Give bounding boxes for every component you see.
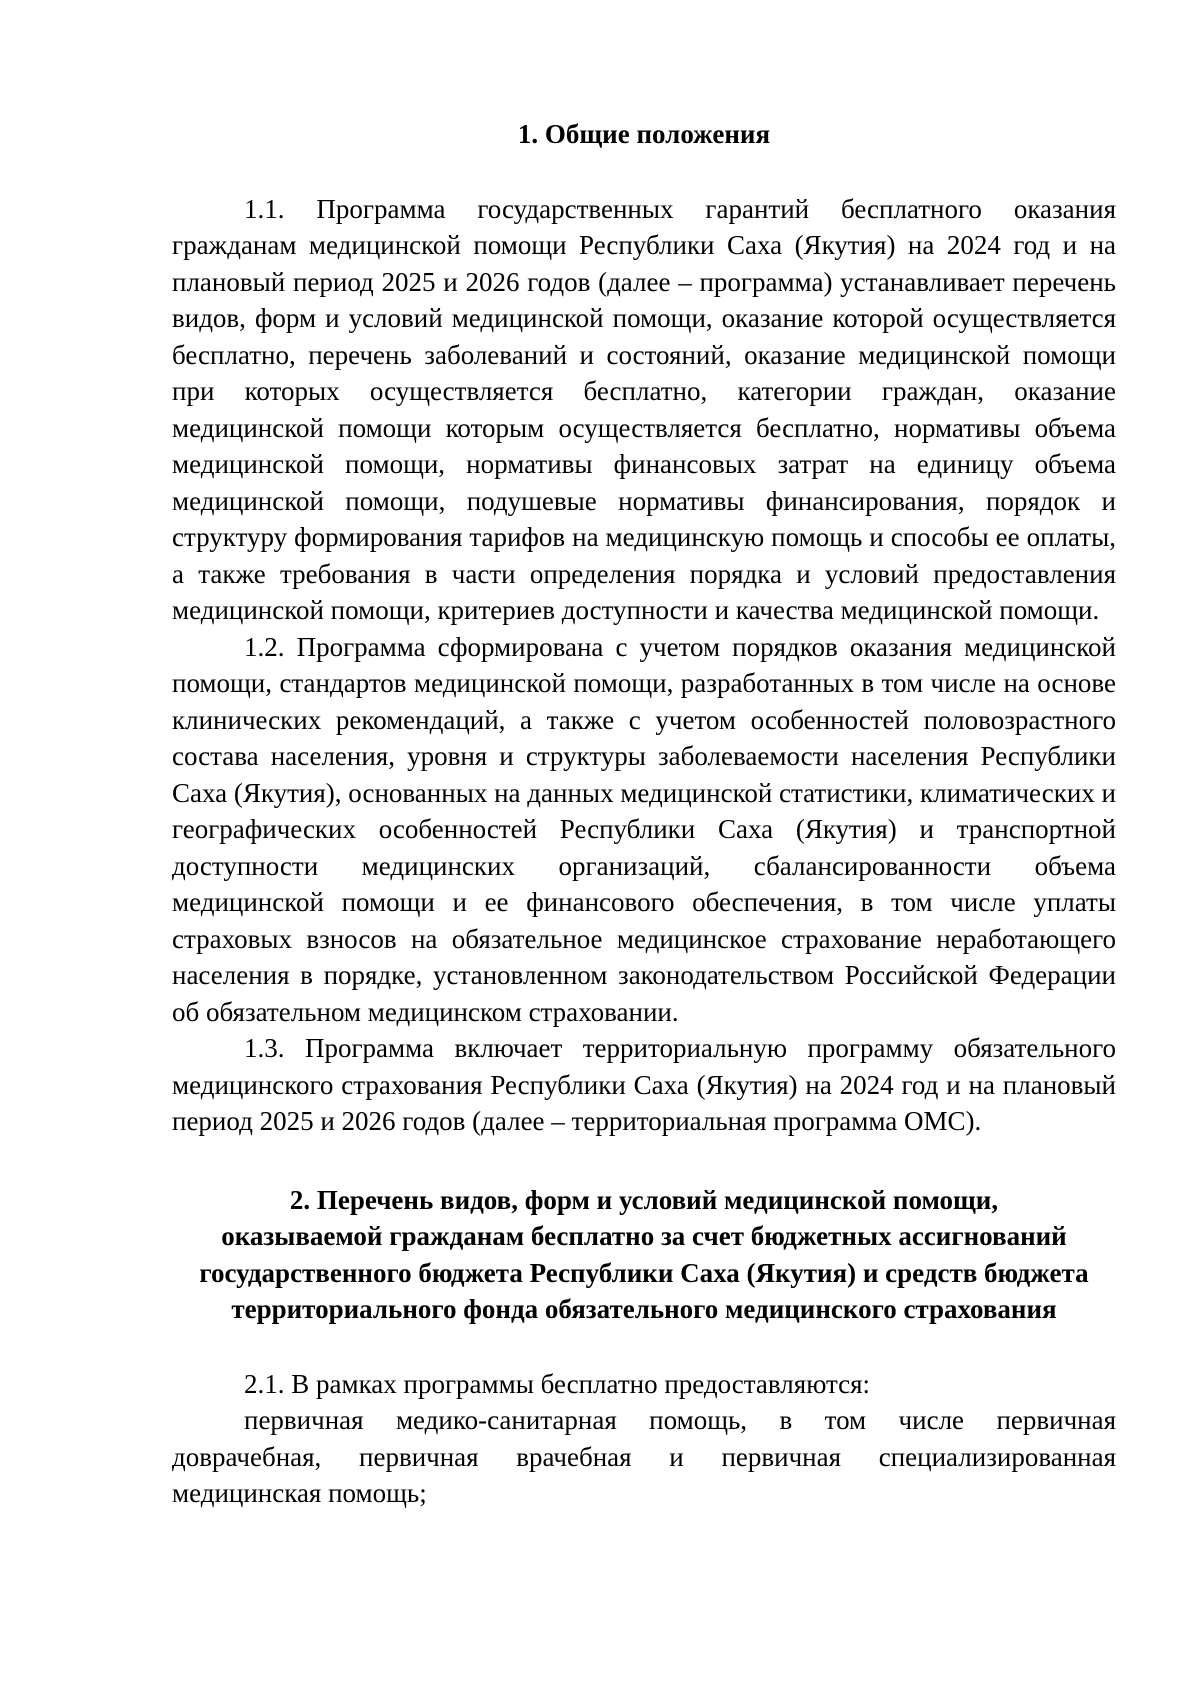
- section-2-heading-line: государственного бюджета Республики Саха (Якутия) и средств бюджета: [199, 1257, 1089, 1288]
- section-2-heading-line: оказываемой гражданам бесплатно за счет бюджетных ассигнований: [221, 1221, 1067, 1251]
- section-2-heading-line: территориального фонда обязательного медицинского страхования: [231, 1294, 1057, 1324]
- section-2-heading-line: 2. Перечень видов, форм и условий медицинской помощи,: [289, 1184, 999, 1215]
- section-2-heading: [172, 1182, 1116, 1328]
- paragraph-1-2: 1.2. Программа сформирована с учетом порядков оказания медицинской помощи, стандартов медицинской помощи, разработанных в том числе на основе клинических рекомендаций, а также с учетом особенностей половозрастного состава населения, уровня и структуры заболеваемости населения Республики Саха (Якутия), основанных на данных медицинской статистики, климатических и географических особенностей Республики Саха (Якутия) и транспортной доступности медицинских организаций, сбалансированности объема медицинской помощи и ее финансового обеспечения, в том числе уплаты страховых взносов на обязательное медицинское страхование неработающего населения в порядке, установленном законодательством Российской Федерации об обязательном медицинском страховании.: [172, 631, 1116, 1027]
- paragraph-2-1: 2.1. В рамках программы бесплатно предоставляются:: [244, 1368, 871, 1399]
- paragraph-1-1: 1.1. Программа государственных гарантий бесплатного оказания гражданам медицинской помощи Республики Саха (Якутия) на 2024 год и на плановый период 2025 и 2026 годов (далее – программа) устанавливает перечень видов, форм и условий медицинской помощи, оказание которой осуществляется бесплатно, перечень заболеваний и состояний, оказание медицинской помощи при которых осуществляется бесплатно, категории граждан, оказание медицинской помощи которым осуществляется бесплатно, нормативы объема медицинской помощи, нормативы финансовых затрат на единицу объема медицинской помощи, подушевые нормативы финансирования, порядок и структуру формирования тарифов на медицинскую помощь и способы ее оплаты, а также требования в части определения порядка и условий предоставления медицинской помощи, критериев доступности и качества медицинской помощи.: [172, 193, 1116, 625]
- paragraph-1-3: 1.3. Программа включает территориальную программу обязательного медицинского страхования Республики Саха (Якутия) на 2024 год и на плановый период 2025 и 2026 годов (далее – территориальная программа ОМС).: [172, 1033, 1116, 1136]
- section-1-heading: 1. Общие положения: [517, 119, 771, 149]
- document-body: [172, 116, 1116, 1512]
- paragraph-2-1-item-primary-care: первичная медико-санитарная помощь, в том числе первичная доврачебная, первичная врачебная и первичная специализированная медицинская помощь;: [172, 1405, 1116, 1508]
